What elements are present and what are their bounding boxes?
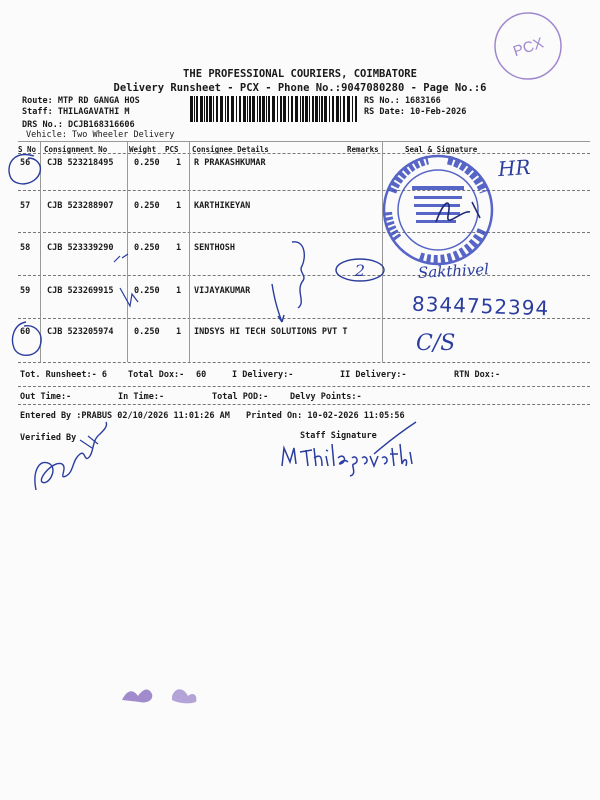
- rs-date: RS Date: 10-Feb-2026: [364, 107, 467, 117]
- barcode-bar: [305, 96, 308, 122]
- barcode-bar: [309, 96, 310, 122]
- rtn-dox: RTN Dox:-: [454, 370, 501, 380]
- row-rule-57: [18, 232, 590, 233]
- barcode-bar: [204, 96, 205, 122]
- table-row-sno: 58: [20, 243, 31, 253]
- table-row-pcs: 1: [176, 158, 182, 168]
- table-row-sno: 59: [20, 286, 31, 296]
- company-seal: [378, 152, 498, 272]
- barcode-bar: [209, 96, 212, 122]
- barcode-bar: [347, 96, 350, 122]
- table-row-consignment: CJB 523288907: [47, 201, 114, 211]
- footer-rule: [18, 404, 590, 405]
- barcode-bar: [266, 96, 267, 122]
- staff-signature: [278, 418, 418, 472]
- route: Route: MTP RD GANGA HOS: [22, 96, 140, 106]
- table-row-pcs: 1: [176, 286, 182, 296]
- row-rule-56: [18, 190, 590, 191]
- table-row-weight: 0.250: [134, 158, 160, 168]
- vehicle: Vehicle: Two Wheeler Delivery: [26, 130, 175, 140]
- delvy-points: Delvy Points:-: [290, 392, 362, 402]
- barcode-bar: [300, 96, 301, 122]
- runsheet-subtitle: Delivery Runsheet - PCX - Phone No.:9047080280 - Page No.:6: [113, 82, 487, 94]
- table-row-consignment: CJB 523205974: [47, 327, 114, 337]
- col-header-pcs: PCS: [165, 145, 179, 154]
- col-header-remarks: Remarks: [347, 145, 379, 154]
- table-row-consignment: CJB 523339290: [47, 243, 114, 253]
- sno-circle-60: [8, 320, 42, 360]
- barcode-bar: [272, 96, 275, 122]
- barcode: [188, 96, 362, 124]
- barcode-bar: [194, 96, 195, 122]
- barcode-bar: [239, 96, 241, 122]
- barcode-bar: [321, 96, 323, 122]
- total-runsheet: Tot. Runsheet:- 6: [20, 370, 107, 380]
- barcode-bar: [196, 96, 198, 122]
- barcode-bar: [302, 96, 304, 122]
- barcode-bar: [312, 96, 314, 122]
- barcode-bar: [200, 96, 203, 122]
- table-row-pcs: 1: [176, 243, 182, 253]
- col-header-seal: Seal & Signature: [405, 145, 478, 154]
- barcode-bar: [216, 96, 218, 122]
- table-row-sno: 60: [20, 327, 31, 337]
- handwriting-squiggle: [116, 284, 142, 310]
- barcode-bar: [220, 96, 223, 122]
- entered-by: Entered By :PRABUS 02/10/2026 11:01:26 AM: [20, 411, 230, 421]
- verified-signature: [28, 420, 118, 500]
- table-row-consignee: INDSYS HI TECH SOLUTIONS PVT T: [194, 327, 348, 337]
- table-row-consignee: R PRAKASHKUMAR: [194, 158, 266, 168]
- table-row-sno: 57: [20, 201, 31, 211]
- handwriting-circle-2: [332, 256, 388, 284]
- total-dox-value: 60: [196, 370, 207, 380]
- totals-rule: [18, 386, 590, 387]
- staff-signature-label: Staff Signature: [300, 431, 377, 441]
- handwriting-arrow: [264, 282, 294, 328]
- staff: Staff: THILAGAVATHI M: [22, 107, 130, 117]
- barcode-bar: [329, 96, 330, 122]
- barcode-bar: [277, 96, 278, 122]
- table-row-weight: 0.250: [134, 243, 160, 253]
- barcode-bar: [315, 96, 318, 122]
- barcode-bar: [190, 96, 193, 122]
- table-top-rule: [18, 141, 590, 142]
- handwriting-phone: 8344752394: [411, 291, 550, 321]
- table-row-weight: 0.250: [134, 327, 160, 337]
- barcode-bar: [324, 96, 327, 122]
- barcode-bar: [355, 96, 357, 122]
- barcode-bar: [225, 96, 226, 122]
- total-pod: Total POD:-: [212, 392, 269, 402]
- barcode-bar: [295, 96, 298, 122]
- out-time: Out Time:-: [20, 392, 72, 402]
- table-row-pcs: 1: [176, 201, 182, 211]
- company-title: THE PROFESSIONAL COURIERS, COIMBATORE: [183, 68, 417, 80]
- col-header-consignment: Consignment No: [44, 145, 108, 154]
- barcode-bar: [236, 96, 237, 122]
- table-row-consignment: CJB 523218495: [47, 158, 114, 168]
- barcode-bar: [243, 96, 246, 122]
- barcode-bar: [340, 96, 341, 122]
- barcode-bar: [252, 96, 255, 122]
- table-row-weight: 0.250: [134, 286, 160, 296]
- i-delivery: I Delivery:-: [232, 370, 294, 380]
- barcode-bar: [227, 96, 229, 122]
- barcode-bar: [291, 96, 293, 122]
- barcode-bar: [288, 96, 289, 122]
- table-row-weight: 0.250: [134, 201, 160, 211]
- barcode-bar: [280, 96, 282, 122]
- ink-smudge: [120, 680, 210, 710]
- barcode-bar: [352, 96, 353, 122]
- printed-on: Printed On: 10-02-2026 11:05:56: [246, 411, 405, 421]
- row-rule-60: [18, 362, 590, 363]
- col-header-weight: Weight: [129, 145, 157, 154]
- barcode-bar: [231, 96, 234, 122]
- total-dox-label: Total Dox:-: [128, 370, 185, 380]
- barcode-bar: [319, 96, 320, 122]
- col-divider-3: [189, 141, 190, 362]
- table-row-consignee: VIJAYAKUMAR: [194, 286, 251, 296]
- barcode-bar: [259, 96, 261, 122]
- rs-number: RS No.: 1683166: [364, 96, 441, 106]
- barcode-bar: [332, 96, 334, 122]
- barcode-bar: [262, 96, 265, 122]
- barcode-bar: [343, 96, 345, 122]
- handwriting-sakthivel: Sakthivel: [417, 260, 490, 282]
- barcode-bar: [206, 96, 208, 122]
- table-row-consignee: KARTHIKEYAN: [194, 201, 251, 211]
- barcode-bar: [283, 96, 286, 122]
- barcode-bar: [268, 96, 270, 122]
- handwriting-hr: HR: [497, 154, 532, 182]
- drs-number: DRS No.: DCJB168316606: [22, 120, 135, 130]
- table-row-sno: 56: [20, 158, 31, 168]
- handwriting-cs: C/S: [416, 331, 456, 356]
- handwriting-circle-2-text: 2: [354, 261, 366, 280]
- sno-circle-56: [4, 150, 44, 190]
- barcode-bar: [257, 96, 258, 122]
- pcx-stamp-text: PCX: [511, 34, 546, 61]
- barcode-bar: [247, 96, 248, 122]
- in-time: In Time:-: [118, 392, 165, 402]
- handwriting-tick: [112, 252, 132, 266]
- barcode-bar: [213, 96, 214, 122]
- barcode-bar: [336, 96, 339, 122]
- table-row-consignee: SENTHOSH: [194, 243, 235, 253]
- col-header-sno: S No: [18, 145, 37, 154]
- barcode-bars: [190, 96, 357, 122]
- verified-by: Verified By: [20, 433, 77, 443]
- barcode-bar: [249, 96, 251, 122]
- ii-delivery: II Delivery:-: [340, 370, 407, 380]
- table-row-consignment: CJB 523269915: [47, 286, 114, 296]
- table-row-pcs: 1: [176, 327, 182, 337]
- col-header-consignee: Consignee Details: [192, 145, 269, 154]
